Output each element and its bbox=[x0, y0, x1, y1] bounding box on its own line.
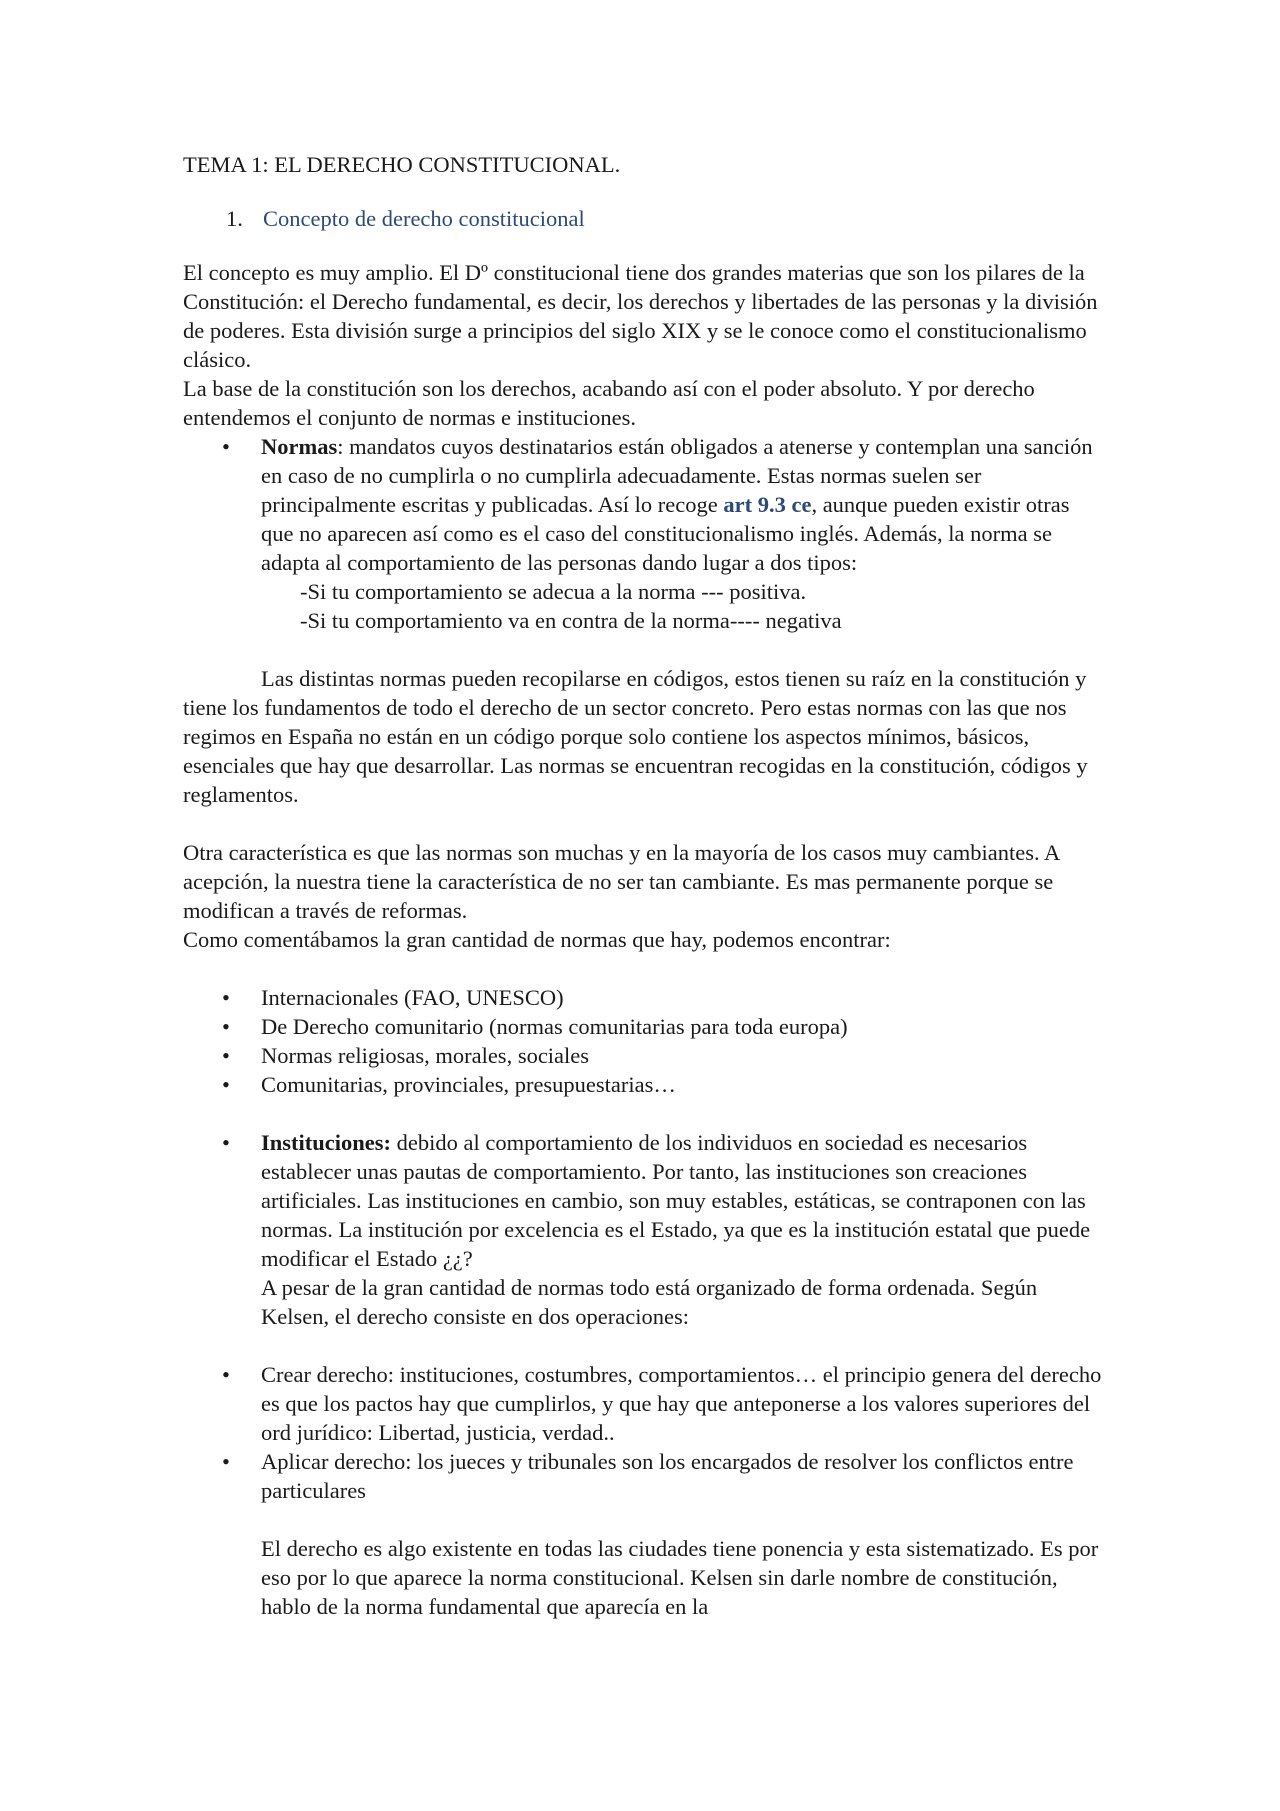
list-item: • Internacionales (FAO, UNESCO) bbox=[222, 985, 564, 1010]
bullet-icon: • bbox=[222, 1130, 230, 1155]
bullet-list-tipos-normas bbox=[183, 983, 1103, 1099]
section-heading bbox=[183, 204, 1103, 233]
normas-text-a: : mandatos cuyos destinatarios están obligados a atenerse y contemplan una sanción en caso de no cumplirla o no cumplirla adecuadamente. Estas normas suelen ser principalmente escritas y publicadas. Así lo recoge bbox=[261, 434, 1093, 517]
bullet-icon: • bbox=[222, 434, 230, 459]
paragraph-concepto: El concepto es muy amplio. El Dº constitucional tiene dos grandes materias que son los pilares de la Constitución: el Derecho fundamental, es decir, los derechos y libertades de las personas y la división de poderes. Esta división surge a principios del siglo XIX y se le conoce como el constitucionalismo clásico. bbox=[183, 260, 1098, 372]
paragraph-caracteristica: Otra característica es que las normas son muchas y en la mayoría de los casos muy cambiantes. A acepción, la nuestra tiene la característica de no ser tan cambiante. Es mas permanente porque se modifican a través de reformas. bbox=[183, 840, 1059, 923]
bullet-list-instituciones bbox=[183, 1128, 1103, 1273]
document-title: TEMA 1: EL DERECHO CONSTITUCIONAL. bbox=[183, 152, 621, 177]
list-item: • Comunitarias, provinciales, presupuestarias… bbox=[222, 1072, 676, 1097]
bullet-icon: • bbox=[222, 1014, 230, 1039]
tipo-positiva: -Si tu comportamiento se adecua a la norma --- positiva. bbox=[300, 579, 807, 604]
section-number: 1. bbox=[226, 206, 243, 231]
bullet-icon: • bbox=[222, 1043, 230, 1068]
list-item-normas bbox=[183, 432, 1103, 577]
article-reference: art 9.3 ce bbox=[723, 492, 812, 517]
list-item: • De Derecho comunitario (normas comunitarias para toda europa) bbox=[222, 1014, 848, 1039]
bullet-icon: • bbox=[222, 1072, 230, 1097]
list-item-instituciones bbox=[183, 1128, 1103, 1273]
paragraph-codigos: Las distintas normas pueden recopilarse en códigos, estos tienen su raíz en la constitución y tiene los fundamentos de todo el derecho de un sector concreto. Pero estas normas con las que nos regimos en España no están en un código porque solo contiene los aspectos mínimos, básicos, esenciales que hay que desarrollar. Las normas se encuentran recogidas en la constitución, códigos y reglamentos. bbox=[183, 666, 1088, 807]
instituciones-label: Instituciones: bbox=[261, 1130, 392, 1155]
normas-text-b: , aunque pueden existir otras que no aparecen así como es el caso del constitucionalismo inglés. Además, la norma se adapta al comportamiento de las personas dando lugar a dos tipos: bbox=[261, 492, 1070, 575]
bullet-icon: • bbox=[222, 985, 230, 1010]
paragraph-comentabamos: Como comentábamos la gran cantidad de normas que hay, podemos encontrar: bbox=[183, 927, 891, 952]
section-heading-text: Concepto de derecho constitucional bbox=[263, 206, 585, 231]
bullet-icon: • bbox=[222, 1362, 230, 1387]
bullet-list-normas bbox=[183, 432, 1103, 577]
bullet-list-operaciones bbox=[183, 1360, 1103, 1505]
document-body bbox=[183, 150, 1103, 1621]
paragraph-derecho-existente: El derecho es algo existente en todas las ciudades tiene ponencia y esta sistematizado. Es por eso por lo que aparece la norma constitucional. Kelsen sin darle nombre de constitución, hablo de la norma fundamental que aparecía en la bbox=[261, 1536, 1099, 1619]
bullet-icon: • bbox=[222, 1449, 230, 1474]
paragraph-base: La base de la constitución son los derechos, acabando así con el poder absoluto. Y por derecho entendemos el conjunto de normas e instituciones. bbox=[183, 376, 1035, 430]
paragraph-kelsen: A pesar de la gran cantidad de normas todo está organizado de forma ordenada. Según Kelsen, el derecho consiste en dos operaciones: bbox=[261, 1275, 1038, 1329]
tipo-negativa: -Si tu comportamiento va en contra de la norma---- negativa bbox=[300, 608, 842, 633]
list-item: • Normas religiosas, morales, sociales bbox=[222, 1043, 590, 1068]
list-item-aplicar-derecho: • Aplicar derecho: los jueces y tribunales son los encargados de resolver los conflictos entre particulares bbox=[222, 1449, 1074, 1503]
normas-label: Normas bbox=[261, 434, 338, 459]
list-item-crear-derecho: • Crear derecho: instituciones, costumbres, comportamientos… el principio genera del derecho es que los pactos hay que cumplirlos, y que hay que anteponerse a los valores superiores del ord jurídico: Libertad, justicia, verdad.. bbox=[222, 1362, 1102, 1445]
instituciones-text: debido al comportamiento de los individuos en sociedad es necesarios establecer unas pautas de comportamiento. Por tanto, las instituciones son creaciones artificiales. Las instituciones en cambio, son muy estables, estáticas, se contraponen con las normas. La institución por excelencia es el Estado, ya que es la institución estatal que puede modificar el Estado ¿¿? bbox=[261, 1130, 1091, 1271]
